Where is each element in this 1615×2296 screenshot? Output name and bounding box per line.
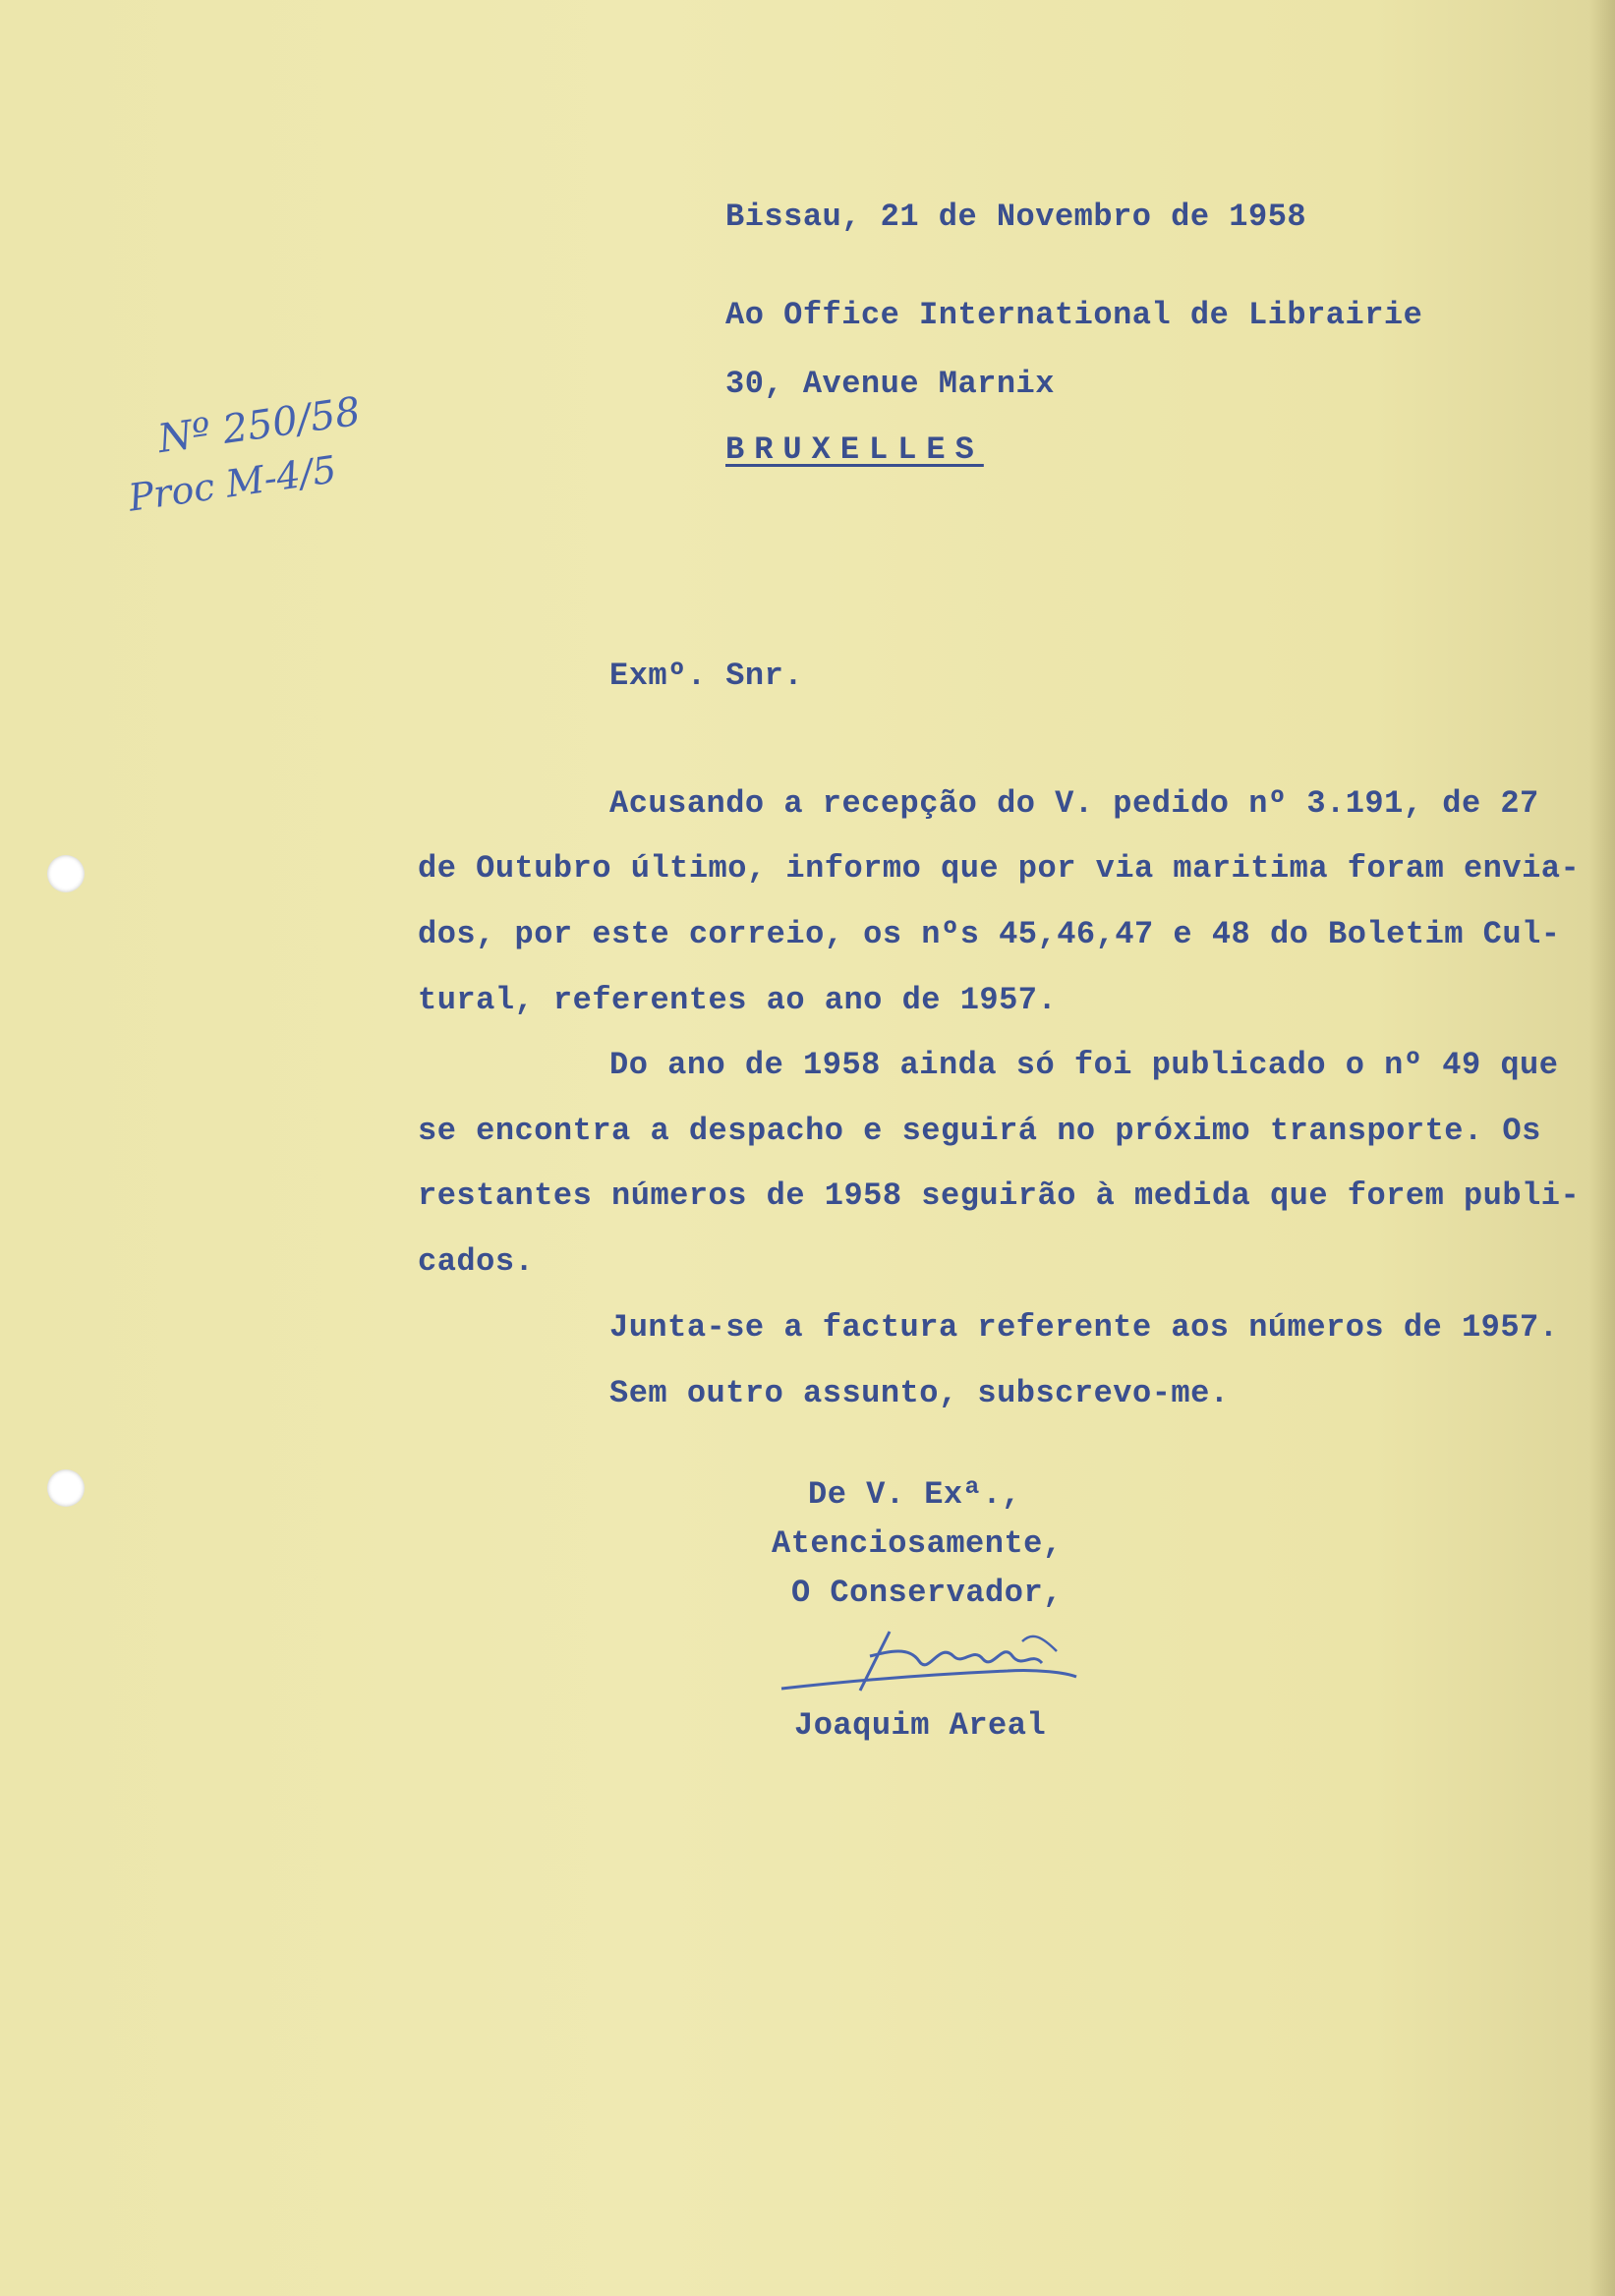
salutation: Exmº. Snr. — [609, 658, 804, 694]
signatory-name: Joaquim Areal — [794, 1707, 1047, 1744]
handwritten-process-number: Proc M-4/5 — [125, 447, 339, 520]
closing-regards: Atenciosamente, — [772, 1525, 1063, 1562]
signatory-title: O Conservador, — [791, 1575, 1063, 1611]
paper-edge-shadow — [1589, 0, 1615, 2296]
handwritten-reference-number: Nº 250/58 — [154, 388, 364, 463]
body-line: restantes números de 1958 seguirão à medida que forem publi- — [418, 1177, 1581, 1214]
body-line: Sem outro assunto, subscrevo-me. — [609, 1375, 1230, 1411]
punch-hole-top — [47, 855, 85, 892]
body-line: cados. — [418, 1243, 535, 1280]
closing-courtesy: De V. Exª., — [808, 1476, 1021, 1513]
date-line: Bissau, 21 de Novembro de 1958 — [725, 199, 1307, 235]
street-line: 30, Avenue Marnix — [725, 366, 1055, 402]
body-line: de Outubro último, informo que por via maritima foram envia- — [418, 850, 1581, 887]
city-line: BRUXELLES — [725, 431, 984, 468]
body-line: Do ano de 1958 ainda só foi publicado o nº 49 que — [609, 1047, 1559, 1083]
punch-hole-bottom — [47, 1469, 85, 1507]
body-line: tural, referentes ao ano de 1957. — [418, 982, 1058, 1018]
body-line: Junta-se a factura referente aos números de 1957. — [609, 1309, 1559, 1346]
addressee-line: Ao Office International de Librairie — [725, 297, 1423, 333]
body-line: Acusando a recepção do V. pedido nº 3.191, de 27 — [609, 785, 1539, 822]
handwritten-signature — [772, 1612, 1086, 1710]
body-line: dos, por este correio, os nºs 45,46,47 e 48 do Boletim Cul- — [418, 916, 1561, 952]
body-line: se encontra a despacho e seguirá no próximo transporte. Os — [418, 1113, 1541, 1149]
